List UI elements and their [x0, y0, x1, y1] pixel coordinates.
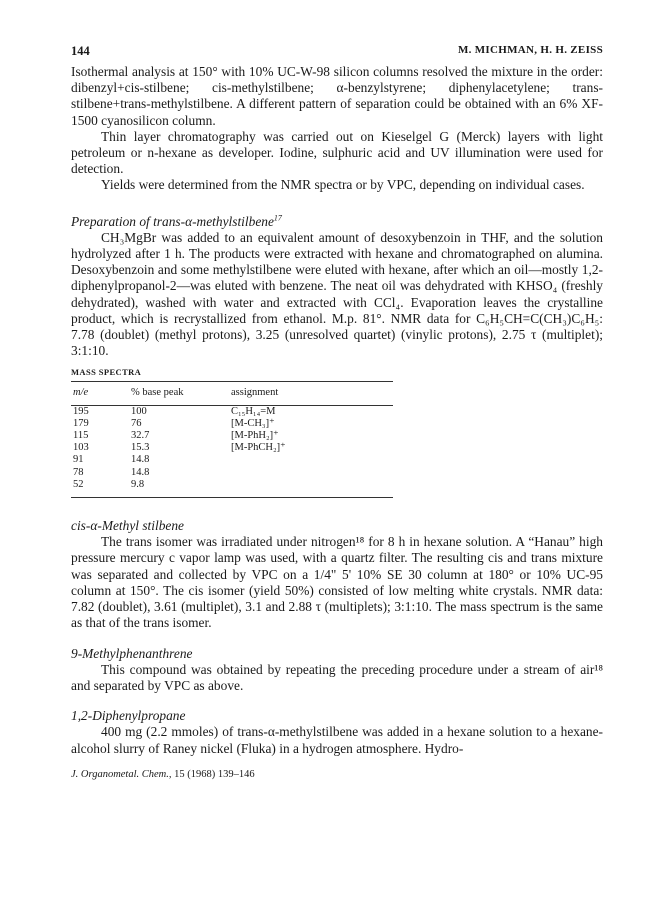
cell-base-peak: 14.8	[131, 454, 150, 466]
cell-base-peak: 32.7	[131, 430, 150, 442]
cell-me: 52	[73, 478, 84, 490]
column-header-assignment: assignment	[231, 387, 279, 399]
cell-assignment: [M-CH₃]⁺	[231, 417, 275, 429]
column-header-me: m/e	[73, 387, 89, 399]
column-header-base-peak: % base peak	[131, 387, 184, 399]
heading-reference: 17	[273, 213, 282, 223]
cell-me: 179	[73, 417, 89, 429]
journal-citation: 15 (1968) 139–146	[174, 768, 255, 780]
section-heading-methylphenanthrene: 9-Methylphenanthrene	[71, 645, 193, 661]
table-row	[71, 405, 393, 418]
table-bottom-rule	[71, 498, 393, 501]
table-row	[71, 454, 393, 466]
cell-me: 115	[73, 430, 89, 442]
cell-me: 91	[73, 454, 84, 466]
cell-assignment	[229, 467, 393, 479]
cell-me: 78	[73, 466, 84, 478]
running-header	[71, 44, 603, 64]
mass-spectra-table	[71, 381, 393, 500]
journal-name: J. Organometal. Chem.,	[71, 768, 172, 780]
table-row	[71, 418, 393, 430]
running-authors: M. MICHMAN, H. H. ZEISS	[457, 44, 603, 56]
journal-footer	[71, 769, 603, 780]
paragraph-diphenylpropane: 400 mg (2.2 mmoles) of trans-α-methylstilbene was added in a hexane solution to a hexane-alcohol slurry of Raney nickel (Fluka) in a hydrogen atmosphere. Hydro-	[71, 724, 603, 756]
cell-base-peak: 9.8	[131, 478, 145, 490]
paragraph-trans-methylstilbene: CH₃MgBr was added to an equivalent amount of desoxybenzoin in THF, and the solution hydrolyzed after 1 h. The products were extracted with hexane and chromatographed on alumina. Desoxybenzoin and some methylstilbene were eluted with hexane, after which an oil—mostly 1,2-diphenylpropanol-2—was eluted with benzene. The neat oil was dehydrated with KHSO₄ (freshly dehydrated), washed with water and extracted with CCl₄. Evaporation leaves the crystalline product, which is recrystallized from ethanol. M.p. 81°. NMR data for C₆H₅CH=C(CH₃)C₆H₅: 7.78 (doublet) (methyl protons), 3.25 (unresolved quartet) (vinylic protons), 2.75 τ (multiplet); 3:1:10.	[71, 229, 603, 359]
paragraph-tlc: Thin layer chromatography was carried out on Kieselgel G (Merck) layers with light petroleum or n-hexane as developer. Iodine, sulphuric acid and UV illumination were used for detection.	[71, 128, 603, 177]
paragraph-methylphenanthrene: This compound was obtained by repeating the preceding procedure under a stream of air¹⁸ and separated by VPC as above.	[71, 661, 603, 693]
cell-assignment: [M-PhH₂]⁺	[231, 430, 279, 442]
table-row	[71, 479, 393, 498]
section-heading-trans-methylstilbene: Preparation of trans-α-methylstilbene$^{17}$	[71, 213, 282, 229]
table-row	[71, 467, 393, 479]
cell-base-peak: 14.8	[131, 466, 150, 478]
mass-spectra-label: MASS SPECTRA	[71, 367, 142, 378]
section-heading-cis-methylstilbene: cis-α-Methyl stilbene	[71, 518, 184, 534]
cell-assignment	[229, 454, 393, 466]
page-number: 144	[71, 44, 90, 58]
paragraph-cis-methylstilbene: The trans isomer was irradiated under nitrogen¹⁸ for 8 h in hexane solution. A “Hanau” high pressure mercury c vapor lamp was used, with a quartz filter. The resulting cis and trans mixture was separated and collected by VPC on a 1/4" 5' 10% SE 30 column at 180° or 10% UC-95 column at 150°. The cis isomer (yield 50%) consisted of low melting white crystals. NMR data: 7.82 (doublet), 3.61 (multiplet), 3.1 and 2.88 τ (multiplets); 3:1:10. The mass spectrum is the same as that of the trans isomer.	[71, 534, 603, 631]
journal-page	[71, 44, 603, 780]
table-row	[71, 430, 393, 442]
cell-me: 195	[73, 405, 89, 417]
cell-base-peak: 15.3	[131, 442, 150, 454]
cell-assignment: C₁₅H₁₄=M	[231, 405, 276, 417]
paragraph-yields: Yields were determined from the NMR spectra or by VPC, depending on individual cases.	[101, 177, 585, 193]
section-heading-diphenylpropane: 1,2-Diphenylpropane	[71, 708, 186, 724]
cell-assignment	[229, 479, 393, 498]
cell-base-peak: 100	[131, 405, 147, 417]
table-header-row	[71, 382, 393, 405]
cell-base-peak: 76	[131, 417, 142, 429]
cell-assignment: [M-PhCH₂]⁺	[231, 442, 286, 454]
table-row	[71, 442, 393, 454]
cell-me: 103	[73, 442, 89, 454]
paragraph-vpc-analysis: Isothermal analysis at 150° with 10% UC-W-98 silicon columns resolved the mixture in the order: dibenzyl+cis-stilbene; cis-methylstilbene; α-benzylstyrene; diphenylacetylene; trans-stilbene+trans-methylstilbene. A different pattern of separation could be obtained with an 6% XF-1500 cyanosilicon column.	[71, 64, 603, 128]
